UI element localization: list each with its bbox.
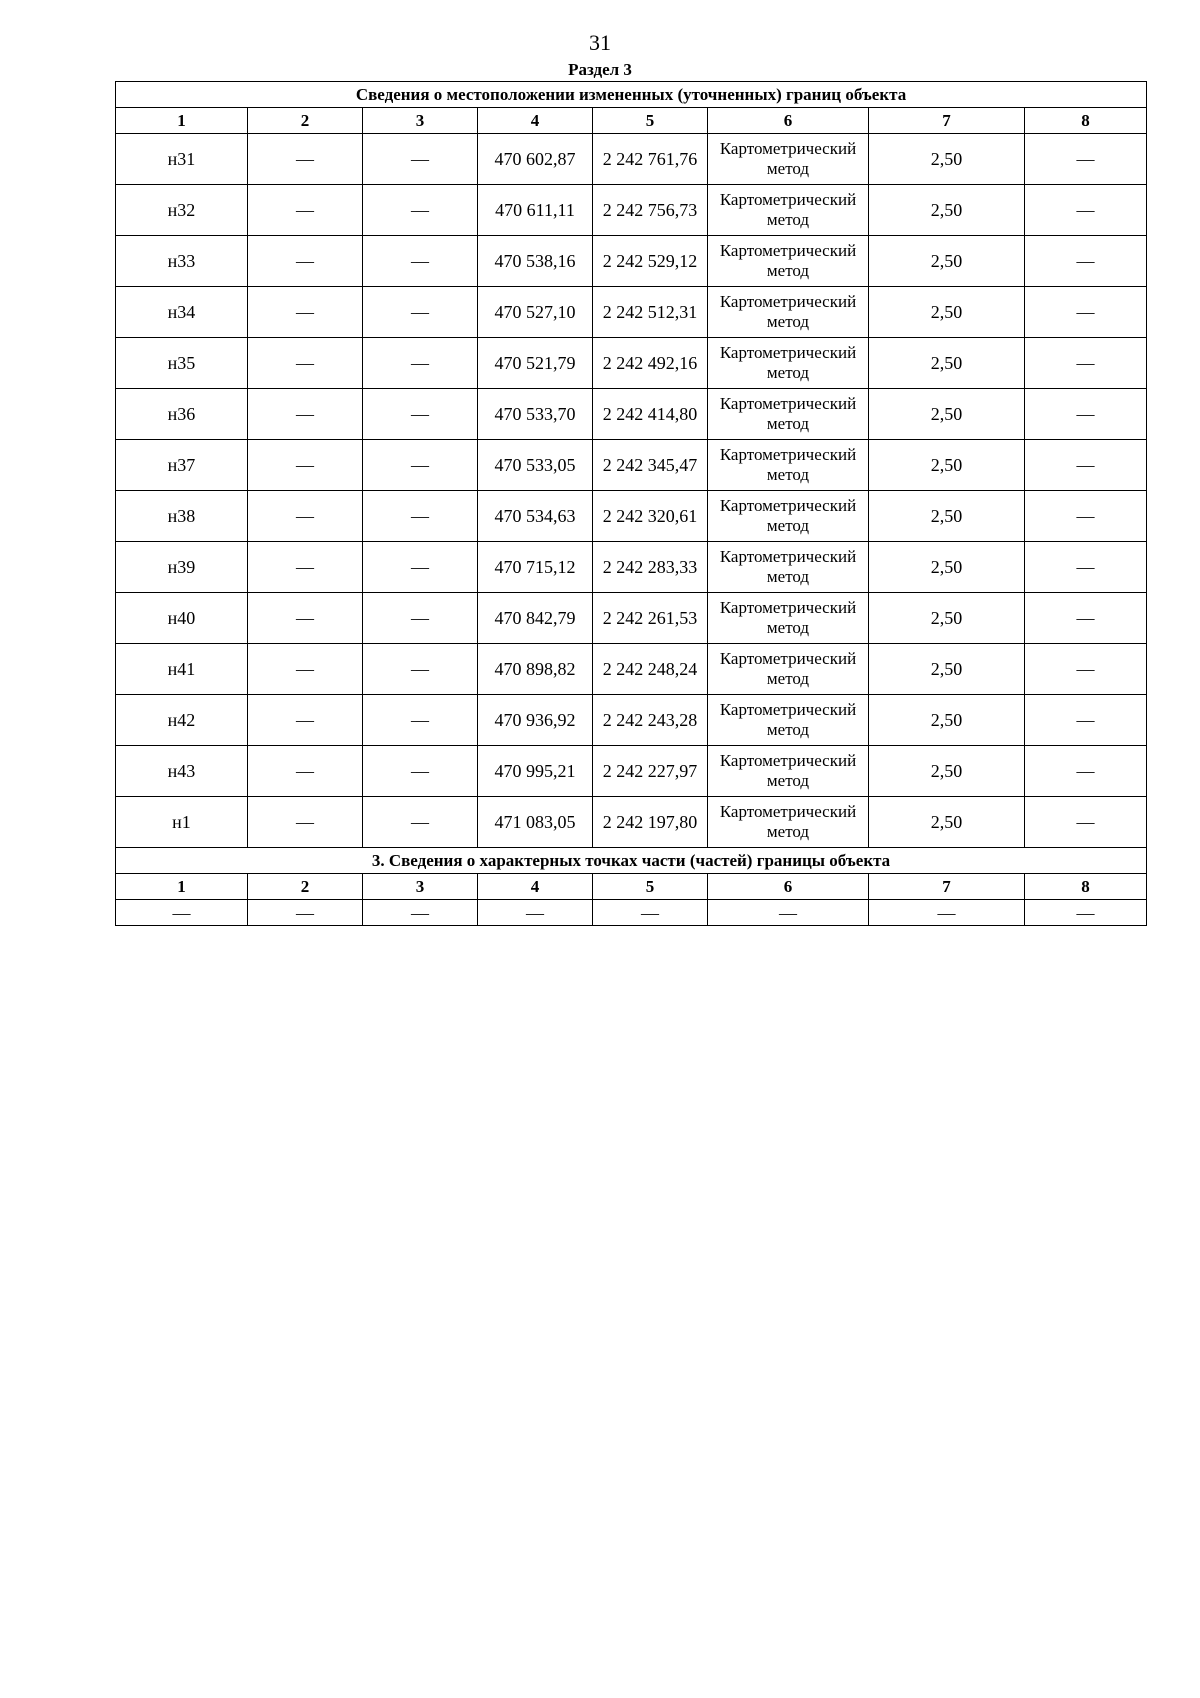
table-row (116, 287, 1147, 338)
coord-y-cell: 2 242 248,24 (593, 644, 708, 695)
table-cell: — (478, 900, 593, 926)
accuracy-cell: 2,50 (869, 746, 1025, 797)
table-row (116, 644, 1147, 695)
coord-x-cell: 471 083,05 (478, 797, 593, 848)
method-cell: Картометрический метод (708, 440, 869, 491)
method-cell: Картометрический метод (708, 287, 869, 338)
coord-y-cell: 2 242 197,80 (593, 797, 708, 848)
coord-x-cell: 470 533,05 (478, 440, 593, 491)
coord-x-cell: 470 995,21 (478, 746, 593, 797)
method-cell: Картометрический метод (708, 134, 869, 185)
table-cell: — (1025, 695, 1147, 746)
point-name-cell: н37 (116, 440, 248, 491)
method-cell: Картометрический метод (708, 185, 869, 236)
table-row (116, 542, 1147, 593)
coord-x-cell: 470 715,12 (478, 542, 593, 593)
coord-y-cell: 2 242 529,12 (593, 236, 708, 287)
table-cell: — (1025, 644, 1147, 695)
column-number-cell: 7 (869, 874, 1025, 900)
table-cell: — (363, 134, 478, 185)
coord-x-cell: 470 842,79 (478, 593, 593, 644)
method-cell: Картометрический метод (708, 491, 869, 542)
boundary-points-table (115, 81, 1147, 926)
table-cell: — (363, 185, 478, 236)
method-cell: Картометрический метод (708, 695, 869, 746)
method-cell: Картометрический метод (708, 797, 869, 848)
point-name-cell: н38 (116, 491, 248, 542)
table1-caption-row (116, 82, 1147, 108)
table-cell: — (248, 389, 363, 440)
accuracy-cell: 2,50 (869, 287, 1025, 338)
coord-x-cell: 470 898,82 (478, 644, 593, 695)
accuracy-cell: 2,50 (869, 593, 1025, 644)
table-cell: — (1025, 236, 1147, 287)
accuracy-cell: 2,50 (869, 134, 1025, 185)
point-name-cell: н1 (116, 797, 248, 848)
table-cell: — (248, 287, 363, 338)
table1-column-numbers (116, 108, 1147, 134)
coord-y-cell: 2 242 761,76 (593, 134, 708, 185)
coord-y-cell: 2 242 243,28 (593, 695, 708, 746)
table-cell: — (248, 695, 363, 746)
table-cell: — (248, 900, 363, 926)
table-cell: — (1025, 440, 1147, 491)
column-number-cell: 3 (363, 108, 478, 134)
table-cell: — (363, 491, 478, 542)
accuracy-cell: 2,50 (869, 440, 1025, 491)
accuracy-cell: 2,50 (869, 695, 1025, 746)
method-cell: Картометрический метод (708, 746, 869, 797)
coord-x-cell: 470 521,79 (478, 338, 593, 389)
coord-y-cell: 2 242 756,73 (593, 185, 708, 236)
table2-caption-row (116, 848, 1147, 874)
table-cell: — (1025, 542, 1147, 593)
table-cell: — (363, 644, 478, 695)
method-cell: Картометрический метод (708, 593, 869, 644)
table-cell: — (1025, 797, 1147, 848)
coord-y-cell: 2 242 345,47 (593, 440, 708, 491)
table-cell: — (363, 797, 478, 848)
point-name-cell: н36 (116, 389, 248, 440)
column-number-cell: 4 (478, 874, 593, 900)
point-name-cell: н34 (116, 287, 248, 338)
table-row (116, 695, 1147, 746)
point-name-cell: н32 (116, 185, 248, 236)
accuracy-cell: 2,50 (869, 389, 1025, 440)
table-row (116, 134, 1147, 185)
method-cell: Картометрический метод (708, 542, 869, 593)
table-row (116, 236, 1147, 287)
table-cell: — (363, 338, 478, 389)
point-name-cell: н41 (116, 644, 248, 695)
table-cell: — (1025, 389, 1147, 440)
table-row (116, 593, 1147, 644)
coord-x-cell: 470 611,11 (478, 185, 593, 236)
table-cell: — (363, 695, 478, 746)
coord-x-cell: 470 534,63 (478, 491, 593, 542)
page-number: 31 (589, 30, 611, 55)
accuracy-cell: 2,50 (869, 185, 1025, 236)
table-cell: — (363, 389, 478, 440)
table-cell: — (1025, 746, 1147, 797)
accuracy-cell: 2,50 (869, 542, 1025, 593)
table-cell: — (248, 491, 363, 542)
table-cell: — (248, 593, 363, 644)
table-cell: — (363, 440, 478, 491)
column-number-cell: 8 (1025, 108, 1147, 134)
table-cell: — (1025, 593, 1147, 644)
accuracy-cell: 2,50 (869, 236, 1025, 287)
column-number-cell: 6 (708, 108, 869, 134)
accuracy-cell: 2,50 (869, 491, 1025, 542)
point-name-cell: н35 (116, 338, 248, 389)
table-cell: — (363, 287, 478, 338)
coord-x-cell: 470 602,87 (478, 134, 593, 185)
table-cell: — (1025, 185, 1147, 236)
table-cell: — (248, 185, 363, 236)
section-title: Раздел 3 (568, 60, 632, 79)
method-cell: Картометрический метод (708, 236, 869, 287)
table-cell: — (1025, 900, 1147, 926)
table-cell: — (248, 134, 363, 185)
table-cell: — (248, 644, 363, 695)
column-number-cell: 6 (708, 874, 869, 900)
table-cell: — (1025, 287, 1147, 338)
table-cell: — (593, 900, 708, 926)
coord-y-cell: 2 242 414,80 (593, 389, 708, 440)
table-cell: — (363, 746, 478, 797)
table-cell: — (116, 900, 248, 926)
column-number-cell: 5 (593, 874, 708, 900)
point-name-cell: н42 (116, 695, 248, 746)
table2-caption: 3. Сведения о характерных точках части (частей) границы объекта (116, 848, 1147, 874)
table-cell: — (1025, 338, 1147, 389)
table-cell: — (363, 236, 478, 287)
table-row (116, 185, 1147, 236)
coord-x-cell: 470 533,70 (478, 389, 593, 440)
column-number-cell: 8 (1025, 874, 1147, 900)
table2-column-numbers (116, 874, 1147, 900)
table-row (116, 491, 1147, 542)
method-cell: Картометрический метод (708, 338, 869, 389)
table-cell: — (363, 542, 478, 593)
table-cell: — (248, 746, 363, 797)
table-cell: — (248, 440, 363, 491)
method-cell: Картометрический метод (708, 644, 869, 695)
table-cell: — (869, 900, 1025, 926)
table-row (116, 440, 1147, 491)
coord-x-cell: 470 527,10 (478, 287, 593, 338)
accuracy-cell: 2,50 (869, 338, 1025, 389)
table2-row (116, 900, 1147, 926)
table-cell: — (248, 236, 363, 287)
table1-caption: Сведения о местоположении измененных (уточненных) границ объекта (116, 82, 1147, 108)
table-cell: — (363, 900, 478, 926)
table-cell: — (1025, 491, 1147, 542)
table-cell: — (248, 542, 363, 593)
column-number-cell: 7 (869, 108, 1025, 134)
column-number-cell: 5 (593, 108, 708, 134)
table-cell: — (248, 797, 363, 848)
coord-y-cell: 2 242 320,61 (593, 491, 708, 542)
column-number-cell: 4 (478, 108, 593, 134)
point-name-cell: н40 (116, 593, 248, 644)
table-row (116, 338, 1147, 389)
table-row (116, 797, 1147, 848)
table-cell: — (708, 900, 869, 926)
accuracy-cell: 2,50 (869, 644, 1025, 695)
coord-y-cell: 2 242 227,97 (593, 746, 708, 797)
coord-y-cell: 2 242 492,16 (593, 338, 708, 389)
table-cell: — (363, 593, 478, 644)
coord-y-cell: 2 242 283,33 (593, 542, 708, 593)
method-cell: Картометрический метод (708, 389, 869, 440)
coord-y-cell: 2 242 261,53 (593, 593, 708, 644)
point-name-cell: н43 (116, 746, 248, 797)
point-name-cell: н39 (116, 542, 248, 593)
table-row (116, 746, 1147, 797)
point-name-cell: н33 (116, 236, 248, 287)
table-cell: — (248, 338, 363, 389)
table-row (116, 389, 1147, 440)
table-cell: — (1025, 134, 1147, 185)
column-number-cell: 1 (116, 874, 248, 900)
coord-x-cell: 470 538,16 (478, 236, 593, 287)
column-number-cell: 2 (248, 108, 363, 134)
column-number-cell: 1 (116, 108, 248, 134)
column-number-cell: 3 (363, 874, 478, 900)
coord-y-cell: 2 242 512,31 (593, 287, 708, 338)
point-name-cell: н31 (116, 134, 248, 185)
coord-x-cell: 470 936,92 (478, 695, 593, 746)
column-number-cell: 2 (248, 874, 363, 900)
table-body (116, 82, 1147, 926)
accuracy-cell: 2,50 (869, 797, 1025, 848)
